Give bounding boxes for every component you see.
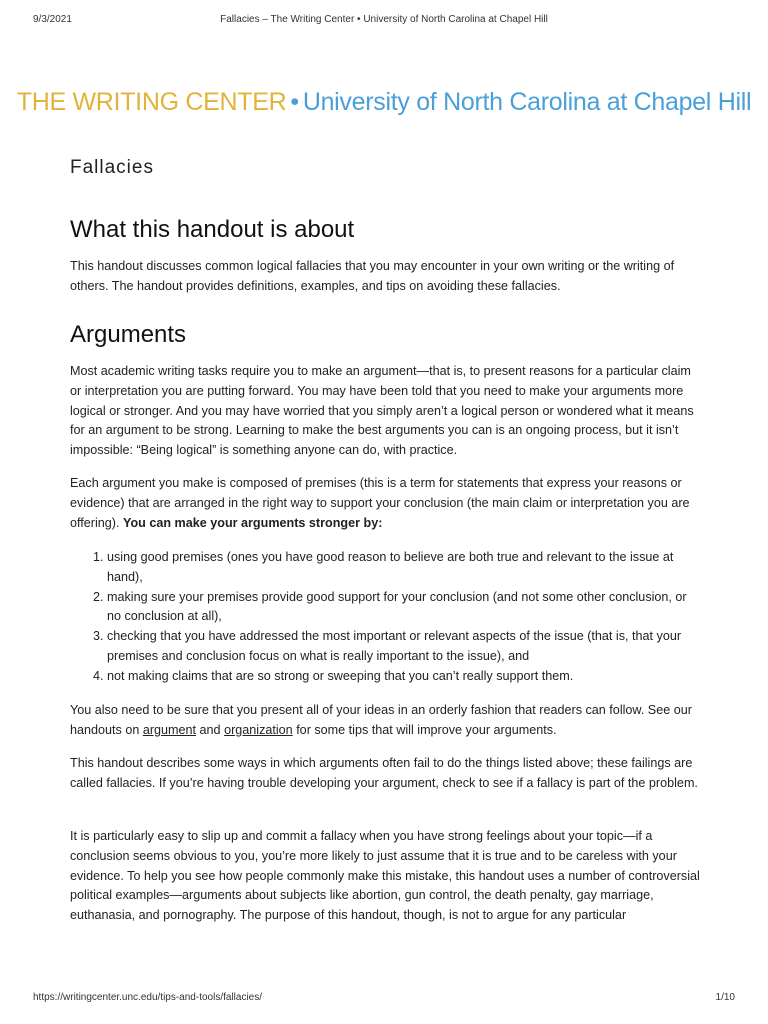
print-header [0,14,768,28]
arguments-paragraph-4: This handout describes some ways in which arguments often fail to do the things listed above; these failings are called fallacies. If you’re having trouble developing your argument, check to see if a fallacy is part of the problem. [70,756,698,790]
list-item: 1. using good premises (ones you have good reason to believe are both true and relevant to the issue at hand), [107,548,700,588]
page-number: 1/10 [715,992,735,1003]
stronger-arguments-list [70,548,700,687]
print-footer-url: https://writingcenter.unc.edu/tips-and-tools/fallacies/ [33,992,263,1003]
paragraph-3-text-a: You also need to be sure that you present all of your ideas in an orderly fashion that readers can follow. See our handouts on [70,703,692,737]
writing-center-logo [0,88,768,117]
about-paragraph-block [70,257,700,297]
about-paragraph: This handout discusses common logical fallacies that you may encounter in your own writing or the writing of others. The handout provides definitions, examples, and tips on avoiding these fallacies. [70,259,675,293]
arguments-paragraph-2-text: Each argument you make is composed of premises (this is a term for statements that express your reasons or evidence) that are arranged in the right way to support your conclusion (the main claim or interpretation you are offering). [70,476,690,530]
arguments-paragraph-2 [70,474,700,533]
heading-arguments: Arguments [70,321,187,348]
arguments-paragraph-1-block [70,362,700,461]
arguments-paragraph-2-block [70,474,700,533]
paragraph-3-and: and [199,722,221,737]
print-date: 9/3/2021 [33,14,72,25]
list-item: 2. making sure your premises provide good support for your conclusion (and not some other conclusion, or no conclusion at all), [107,588,700,628]
list-item: 3. checking that you have addressed the most important or relevant aspects of the issue (that is, that your premises and conclusion focus on what is really important to the issue), and [107,627,700,667]
arguments-paragraph-3-block [70,701,700,741]
arguments-paragraph-5: It is particularly easy to slip up and commit a fallacy when you have strong feelings about your topic—if a conclusion seems obvious to you, you’re more likely to just assume that it is true and to be careless with your evidence. To help you see how people commonly make this mistake, this handout uses a number of controversial political examples—arguments about subjects like abortion, gun control, the death penalty, gay marriage, euthanasia, and pornography. The purpose of this handout, though, is not to argue for any particular [70,829,700,923]
arguments-paragraph-3 [70,701,700,741]
organization-handout-link[interactable]: organization [224,722,293,737]
stronger-arguments-list-block [70,548,700,687]
logo-university: University of North Carolina at Chapel Hill [302,88,752,116]
print-page-title: Fallacies – The Writing Center • University of North Carolina at Chapel Hill [220,14,548,25]
arguments-paragraph-1: Most academic writing tasks require you to make an argument—that is, to present reasons for a particular claim or interpretation you are putting forward. You may have been told that you need to make your arguments more logical or stronger. And you may have worried that you simply aren’t a logical person or wondered what it means for an argument to be strong. Learning to make the best arguments you can is an ongoing process, but it isn’t impossible: “Being logical” is something anyone can do, with practice. [70,364,694,458]
argument-handout-link[interactable]: argument [142,722,197,737]
document-title: Fallacies [70,157,154,178]
paragraph-3-text-b: for some tips that will improve your arguments. [296,722,557,737]
arguments-paragraph-4-block [70,754,700,794]
logo-separator: • [290,88,299,116]
logo-writing-center: THE WRITING CENTER [16,88,287,116]
arguments-paragraph-2-bold: You can make your arguments stronger by: [122,515,383,530]
list-item: 4. not making claims that are so strong or sweeping that you can’t really support them. [107,667,700,687]
heading-what-this-handout-is-about: What this handout is about [70,216,355,243]
arguments-paragraph-5-block [70,827,700,926]
